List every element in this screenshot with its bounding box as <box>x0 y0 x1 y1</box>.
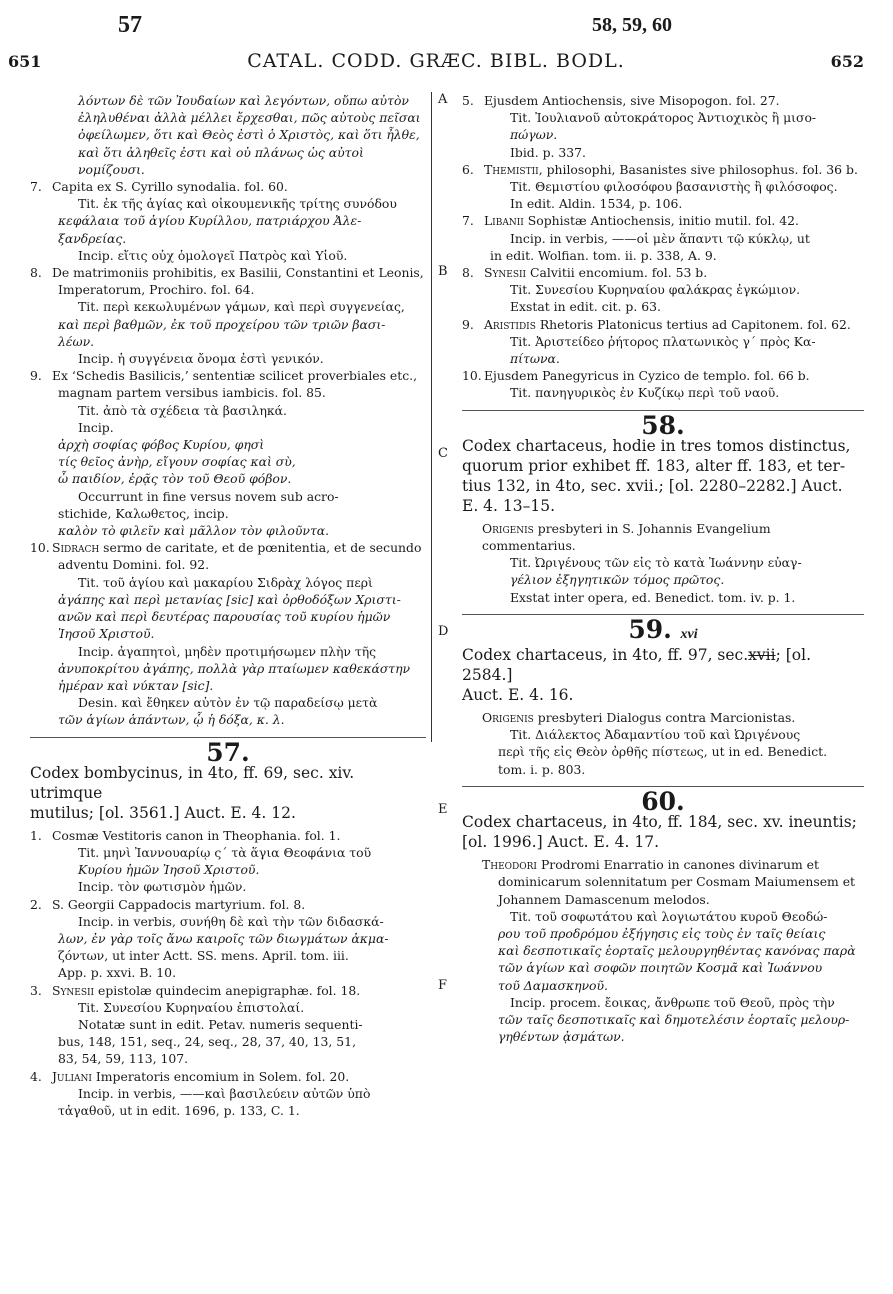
continuation-line: ἐληλυθέναι ἀλλὰ μέλλει ἔρχεσθαι, πῶς αὐτοὺς πεῖσαι <box>78 110 421 126</box>
item-8-title-cont: λέων. <box>58 333 95 349</box>
item-10-desinit-cont: τῶν ἁγίων ἁπάντων, ᾧ ἡ δόξα, κ. λ. <box>58 712 285 728</box>
codex-57-number: 57. <box>30 737 426 761</box>
codex-57-description: Codex bombycinus, in 4to, ff. 69, sec. xiv. utrimque <box>30 763 355 802</box>
item-8-right: 8. Synesii Calvitii encomium. fol. 53 b. <box>462 265 708 281</box>
codex-57-item-3-note-cont: 83, 54, 59, 113, 107. <box>58 1051 189 1067</box>
codex-60-content: Theodori Prodromi Enarratio in canones divinarum et dominicarum solennitatum per Cosmam Maiumensem et Johannem Damascenum melodos. <box>482 857 856 907</box>
codex-59-number: 59. xvi <box>462 614 864 643</box>
codex-58-title: Tit. Ὠριγένους τῶν εἰς τὸ κατὰ Ἰωάννην εὐαγ- <box>510 555 802 571</box>
item-9-right-title-cont: πίτωνα. <box>510 351 560 367</box>
continuation-line: ὀφείλωμεν, ὅτι καὶ Θεὸς ἐστὶ ὁ Χριστὸς, καὶ ὅτι ἦλθε, <box>78 127 420 143</box>
codex-59-description: Auct. E. 4. 16. <box>462 686 574 705</box>
codex-57-item-1-incipit: Incip. τὸν φωτισμὸν ἡμῶν. <box>78 879 247 895</box>
margin-letter-b: B <box>438 264 448 279</box>
page-header <box>8 52 864 82</box>
item-5-ibid: Ibid. p. 337. <box>510 144 586 160</box>
item-8-title: Tit. περὶ κεκωλυμένων γάμων, καὶ περὶ συγγενείας, <box>78 299 405 315</box>
margin-letter-d: D <box>438 624 449 639</box>
item-7-title: Tit. ἐκ τῆς ἁγίας καὶ οἰκουμενικῆς τρίτης συνόδου <box>78 196 397 212</box>
margin-letter-e: E <box>438 802 448 817</box>
codex-57-item-2-incipit-cont: ζόντων, ut inter Actt. SS. mens. April. tom. iii. <box>58 948 349 964</box>
item-9-note: Occurrunt in fine versus novem sub acro- <box>78 488 339 504</box>
running-title: CATAL. CODD. GRÆC. BIBL. BODL. <box>247 50 625 72</box>
codex-58-title-cont: γέλιον ἐξηγητικῶν τόμος πρῶτος. <box>510 572 725 588</box>
item-5-title: Tit. Ἰουλιανοῦ αὐτοκράτορος Ἀντιοχικὸς ἢ μισο- <box>510 110 817 126</box>
margin-letter-c: C <box>438 446 448 461</box>
codex-60-incipit-cont: τῶν ταῖς δεσποτικαῖς καὶ δημοτελέσιν ἑορταῖς μελουρ- <box>498 1011 850 1027</box>
codex-58-content: Origenis presbyteri in S. Johannis Evangelium commentarius. <box>482 520 771 554</box>
codex-57-item-3-note: Notatæ sunt in edit. Petav. numeris sequenti- <box>78 1016 363 1032</box>
item-10-incipit-cont: ἡμέραν καὶ νύκταν [sic]. <box>58 677 214 693</box>
codex-60-incipit: Incip. procem. ἔοικας, ἄνθρωπε τοῦ Θεοῦ, πρὸς τὴν <box>510 994 835 1010</box>
codex-60-title-cont: τῶν ἁγίων καὶ σοφῶν ποιητῶν Κοσμᾶ καὶ Ἰωάννου <box>498 960 823 976</box>
codex-60-title-cont: ρου τοῦ προδρόμου ἐξήγησις εἰς τοὺς ἐν ταῖς θείαις <box>498 925 826 941</box>
codex-57-item-4-incipit-cont: τἀγαθοῦ, ut in edit. 1696, p. 133, C. 1. <box>58 1102 300 1118</box>
codex-57-item-4-incipit: Incip. in verbis, ——καὶ βασιλεύειν αὐτῶν ὑπὸ <box>78 1085 371 1101</box>
page-number-left: 651 <box>8 52 42 71</box>
codex-57-item-1-title: Tit. μηνὶ Ἰαννουαρίῳ ς΄ τὰ ἅγια Θεοφάνια τοῦ <box>78 844 372 860</box>
codex-58-description: E. 4. 13–15. <box>462 496 556 515</box>
item-10-desinit: Desin. καὶ ἔθηκεν αὐτὸν ἐν τῷ παραδείσῳ μετὰ <box>78 695 378 711</box>
item-10-title: Tit. τοῦ ἁγίου καὶ μακαρίου Σιδρὰχ λόγος περὶ <box>78 574 373 590</box>
codex-57-item-2: 2. S. Georgii Cappadocis martyrium. fol. 8. <box>30 896 306 912</box>
item-5-title-cont: πώγων. <box>510 127 558 143</box>
item-8-right-title: Tit. Συνεσίου Κυρηναίου φαλάκρας ἐγκώμιον. <box>510 282 801 298</box>
item-6-title: Tit. Θεμιστίου φιλοσόφου βασανιστὴς ἢ φιλόσοφος. <box>510 179 838 195</box>
item-10-incipit: Incip. ἀγαπητοὶ, μηδὲν προτιμήσωμεν πλὴν τῆς <box>78 643 377 659</box>
codex-60-description: Codex chartaceus, in 4to, ff. 184, sec. xv. ineuntis; <box>462 813 857 832</box>
item-6: 6. Themistii, philosophi, Basanistes sive philosophus. fol. 36 b. <box>462 161 858 177</box>
codex-60-title: Tit. τοῦ σοφωτάτου καὶ λογιωτάτου κυροῦ Θεοδώ- <box>510 908 828 924</box>
item-9-title: Tit. ἀπὸ τὰ σχέδεια τὰ βασιληκά. <box>78 402 287 418</box>
codex-60-title-cont: τοῦ Δαμασκηνοῦ. <box>498 977 608 993</box>
item-7-title-cont: κεφάλαια τοῦ ἁγίου Κυρίλλου, πατριάρχου Ἀλε- <box>58 213 362 229</box>
item-7-right: 7. Libanii Sophistæ Antiochensis, initio mutil. fol. 42. <box>462 213 799 229</box>
codex-57-item-2-incipit-cont: λων, ἐν γὰρ τοῖς ἄνω καιροῖς τῶν διωγμάτων ἀκμα- <box>58 930 389 946</box>
item-6-edition: In edit. Aldin. 1534, p. 106. <box>510 196 683 212</box>
codex-59-hand-note: xvi <box>680 626 698 642</box>
item-9: 9. Ex ‘Schedis Basilicis,’ sententiæ scilicet proverbiales etc., magnam partem versibus iambicis. fol. 85. <box>30 368 418 401</box>
codex-59-description: Codex chartaceus, in 4to, ff. 97, sec.xvii; [ol. 2584.] <box>462 646 811 685</box>
item-10-incipit-cont: ἀνυποκρίτου ἀγάπης, πολλὰ γὰρ πταίωμεν καθεκάστην <box>58 660 411 676</box>
codex-58-description: tius 132, in 4to, sec. xvii.; [ol. 2280–2282.] Auct. <box>462 476 843 495</box>
codex-57-item-3: 3. Synesii epistolæ quindecim anepigraphæ. fol. 18. <box>30 982 361 998</box>
codex-60-incipit-cont: γηθέντων ᾀσμάτων. <box>498 1029 625 1045</box>
codex-58-exstat: Exstat inter opera, ed. Benedict. tom. iv. p. 1. <box>510 589 796 605</box>
item-7-title-cont: ξανδρείας. <box>58 230 127 246</box>
item-10-title-cont: ανῶν καὶ περὶ δευτέρας παρουσίας τοῦ κυρίου ἡμῶν <box>58 609 391 625</box>
codex-60-title-cont: καὶ δεσποτικαῖς ἑορταῖς μελουργηθέντας κανόνας παρὰ <box>498 943 856 959</box>
codex-57-item-1-title-cont: Κυρίου ἡμῶν Ἰησοῦ Χριστοῦ. <box>78 862 260 878</box>
codex-59-content: Origenis presbyteri Dialogus contra Marcionistas. <box>482 710 796 726</box>
item-8-title-cont: καὶ περὶ βαθμῶν, ἐκ τοῦ προχείρου τῶν τριῶν βασι- <box>58 316 386 332</box>
item-10-title-cont: ἀγάπης καὶ περὶ μετανίας [sic] καὶ ὀρθοδόξων Χριστι- <box>58 591 401 607</box>
codex-57-item-3-title: Tit. Συνεσίου Κυρηναίου ἐπιστολαί. <box>78 999 305 1015</box>
margin-letter-a: A <box>438 92 448 107</box>
codex-57-item-3-note-cont: bus, 148, 151, seq., 24, seq., 28, 37, 40, 13, 51, <box>58 1034 357 1050</box>
continuation-line: καὶ ὅτι ἀληθεῖς ἐστι καὶ οὐ πλάνως ὡς αὐτοὶ νομίζουσι. <box>78 144 364 177</box>
item-7-right-incipit-cont: in edit. Wolfian. tom. ii. p. 338, A. 9. <box>490 247 717 263</box>
codex-57-item-1: 1. Cosmæ Vestitoris canon in Theophania. fol. 1. <box>30 827 341 843</box>
item-7-right-incipit: Incip. in verbis, ——οἱ μὲν ἅπαντι τῷ κύκλῳ, ut <box>510 230 810 246</box>
continuation-line: λόντων δὲ τῶν Ἰουδαίων καὶ λεγόντων, οὔπω αὐτὸν <box>78 93 409 108</box>
item-9-verse: ἀρχὴ σοφίας φόβος Κυρίου, φησὶ <box>58 437 265 453</box>
codex-58-description: Codex chartaceus, hodie in tres tomos distinctus, <box>462 436 851 455</box>
left-column <box>30 92 426 1119</box>
margin-letter-f: F <box>438 978 448 993</box>
item-9-verse: ὦ παιδίον, ἐρᾷς τὸν τοῦ Θεοῦ φόβον. <box>58 471 292 487</box>
item-8-right-exstat: Exstat in edit. cit. p. 63. <box>510 299 661 315</box>
codex-58-number: 58. <box>462 410 864 434</box>
codex-59-title-cont: tom. i. p. 803. <box>498 761 586 777</box>
item-10-title-cont: Ἰησοῦ Χριστοῦ. <box>58 626 155 642</box>
item-5: 5. Ejusdem Antiochensis, sive Misopogon. fol. 27. <box>462 93 780 108</box>
item-10-right: 10. Ejusdem Panegyricus in Cyzico de templo. fol. 66 b. <box>462 368 810 384</box>
item-7-incipit: Incip. εἴτις οὐχ ὁμολογεῖ Πατρὸς καὶ Υἱοῦ. <box>78 247 348 263</box>
codex-58-description: quorum prior exhibet ff. 183, alter ff. 183, et ter- <box>462 456 846 475</box>
page-number-right: 652 <box>830 52 864 71</box>
handwritten-number-left: 57 <box>118 12 142 38</box>
codex-59-title: Tit. Διάλεκτος Ἀδαμαντίου τοῦ καὶ Ὠριγένους <box>510 727 801 743</box>
item-9-verse: τίς θεῖος ἀνὴρ, εἴγουν σοφίας καὶ σὺ, <box>58 454 296 470</box>
item-8-incipit: Incip. ἡ συγγένεια ὄνομα ἐστὶ γενικόν. <box>78 351 324 367</box>
codex-57-description: mutilus; [ol. 3561.] Auct. E. 4. 12. <box>30 803 296 822</box>
codex-57-item-2-incipit: Incip. in verbis, συνήθη δὲ καὶ τὴν τῶν διδασκά- <box>78 913 384 929</box>
item-9-acrostic: καλὸν τὸ φιλεῖν καὶ μᾶλλον τὸν φιλοῦντα. <box>58 523 330 539</box>
item-10-right-title: Tit. πανηγυρικὸς ἐν Κυζίκῳ περὶ τοῦ ναοῦ. <box>510 385 780 401</box>
codex-57-item-4: 4. Juliani Imperatoris encomium in Solem. fol. 20. <box>30 1068 350 1084</box>
codex-60-number: 60. <box>462 786 864 810</box>
codex-57-item-2-incipit-cont: App. p. xxvi. B. 10. <box>58 965 177 981</box>
column-divider <box>431 92 432 742</box>
codex-60-description: [ol. 1996.] Auct. E. 4. 17. <box>462 833 660 852</box>
right-column <box>462 92 864 1045</box>
item-9-incipit: Incip. <box>78 419 114 435</box>
handwritten-number-right: 58, 59, 60 <box>592 14 672 36</box>
item-9-note: stichide, Καλωθετος, incip. <box>58 505 229 521</box>
item-9-right: 9. Aristidis Rhetoris Platonicus tertius ad Capitonem. fol. 62. <box>462 316 851 332</box>
item-10: 10. Sidrach sermo de caritate, et de pœnitentia, et de secundo adventu Domini. fol. 92. <box>30 540 422 573</box>
item-7: 7. Capita ex S. Cyrillo synodalia. fol. 60. <box>30 179 288 195</box>
codex-59-title-cont: περὶ τῆς εἰς Θεὸν ὀρθῆς πίστεως, ut in ed. Benedict. <box>498 744 828 760</box>
item-9-right-title: Tit. Ἀριστείδεο ῥήτορος πλατωνικὸς γ΄ πρὸς Κα- <box>510 333 816 349</box>
item-8: 8. De matrimoniis prohibitis, ex Basilii, Constantini et Leonis, Imperatorum, Prochiro. fol. 64. <box>30 265 424 298</box>
